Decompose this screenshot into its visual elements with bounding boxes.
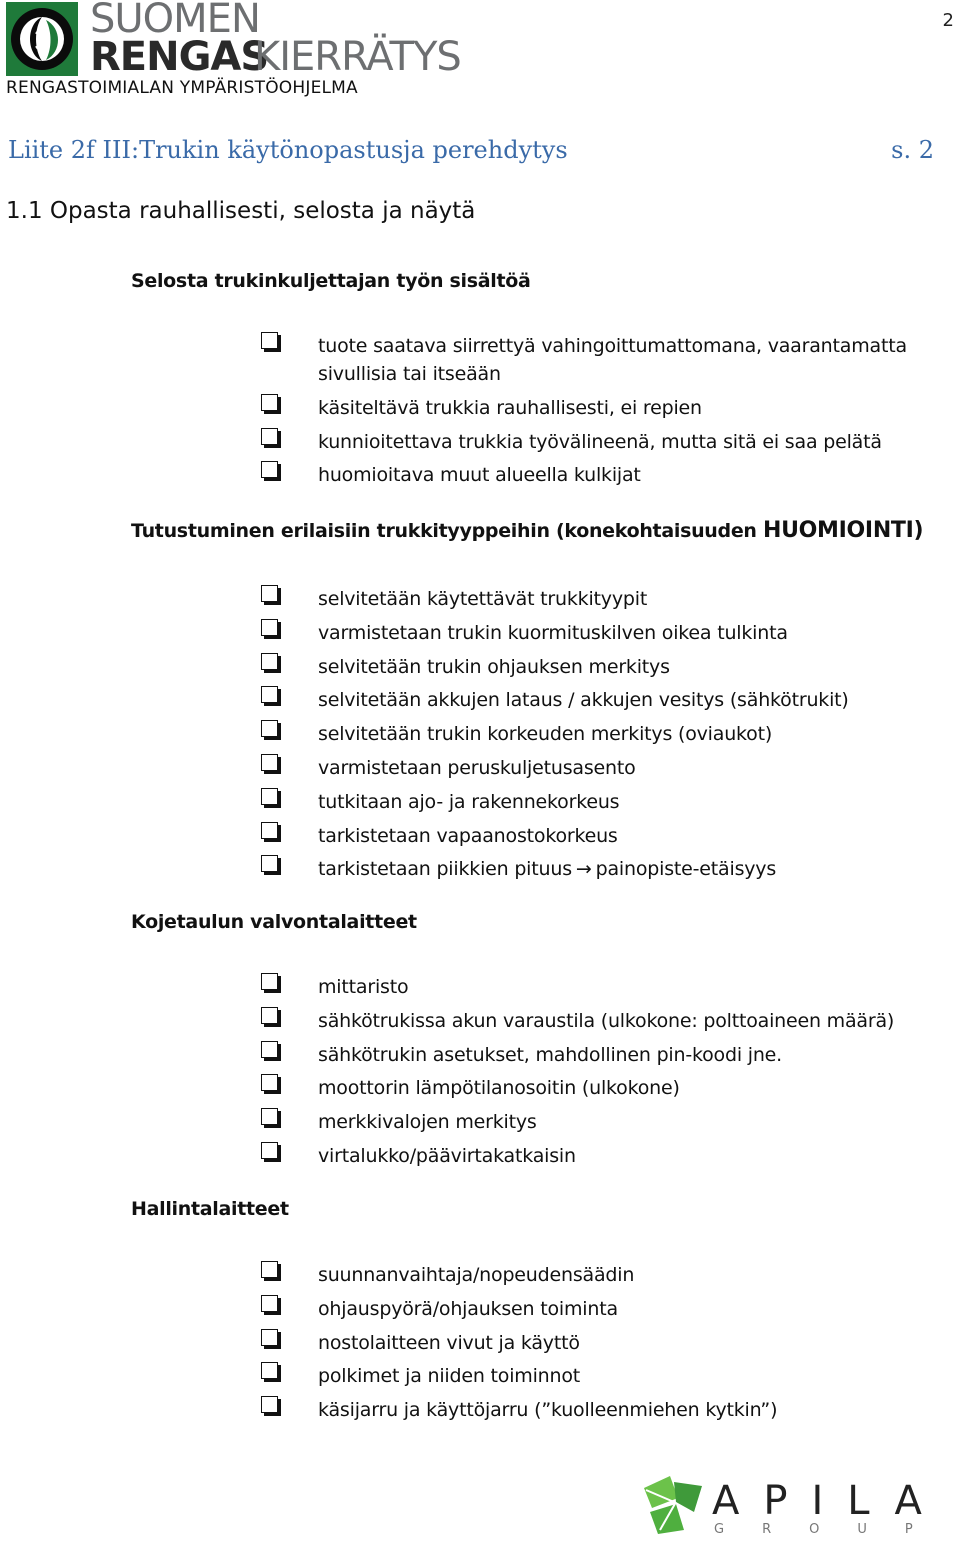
checkbox-icon[interactable] (261, 1362, 278, 1379)
checkbox-icon[interactable] (261, 585, 278, 602)
checkbox-icon[interactable] (261, 855, 278, 872)
list-item: tutkitaan ajo- ja rakennekorkeus (258, 788, 938, 816)
checkbox-icon[interactable] (261, 394, 278, 411)
list-item: varmistetaan peruskuljetusasento (258, 754, 938, 782)
list-item: nostolaitteen vivut ja käyttö (258, 1329, 938, 1357)
checkbox-icon[interactable] (261, 686, 278, 703)
group-heading-tyon-sisalto: Selosta trukinkuljettajan työn sisältöä (131, 270, 531, 292)
checkbox-icon[interactable] (261, 653, 278, 670)
title-text: Liite 2f III:Trukin käytönopastusja perehdytys (8, 136, 568, 164)
apila-wordmark: APILA (712, 1478, 946, 1524)
page-number: 2 (942, 10, 954, 31)
list-item: käsiteltävä trukkia rauhallisesti, ei repien (258, 394, 938, 422)
list-item: mittaristo (258, 973, 938, 1001)
list-item: ohjauspyörä/ohjauksen toiminta (258, 1295, 938, 1323)
list-item: selvitetään trukin korkeuden merkitys (oviaukot) (258, 720, 938, 748)
list-item: polkimet ja niiden toiminnot (258, 1362, 938, 1390)
checkbox-icon[interactable] (261, 822, 278, 839)
checkbox-icon[interactable] (261, 973, 278, 990)
suomen-rengaskierratys-logo (6, 2, 466, 102)
checkbox-icon[interactable] (261, 428, 278, 445)
list-item: varmistetaan trukin kuormituskilven oikea tulkinta (258, 619, 938, 647)
checkbox-icon[interactable] (261, 1041, 278, 1058)
list-item: kunnioitettava trukkia työvälineenä, mutta sitä ei saa pelätä (258, 428, 938, 456)
list-item: tarkistetaan vapaanostokorkeus (258, 822, 938, 850)
list-item: merkkivalojen merkitys (258, 1108, 938, 1136)
list-item: sähkötrukissa akun varaustila (ulkokone: polttoaineen määrä) (258, 1007, 938, 1035)
list-item: sähkötrukin asetukset, mahdollinen pin-koodi jne. (258, 1041, 938, 1069)
checkbox-icon[interactable] (261, 1329, 278, 1346)
checkbox-icon[interactable] (261, 1074, 278, 1091)
checklist-trukkityypit (258, 585, 938, 889)
checkbox-icon[interactable] (261, 720, 278, 737)
group-heading-hallintalaitteet: Hallintalaitteet (131, 1198, 289, 1220)
checklist-hallintalaitteet (258, 1261, 938, 1430)
logo-text-suomen: SUOMEN (90, 0, 260, 42)
apila-group-text: GROUP (714, 1522, 951, 1537)
tire-leaf-emblem (6, 2, 78, 76)
clover-leaf-icon (640, 1472, 708, 1536)
checkbox-icon[interactable] (261, 754, 278, 771)
checkbox-icon[interactable] (261, 619, 278, 636)
group-heading-trukkityypit: Tutustuminen erilaisiin trukkityyppeihin (konekohtaisuuden HUOMIOINTI) (131, 518, 924, 543)
list-item: suunnanvaihtaja/nopeudensäädin (258, 1261, 938, 1289)
checkbox-icon[interactable] (261, 1261, 278, 1278)
checkbox-icon[interactable] (261, 1295, 278, 1312)
title-page-reference: s. 2 (891, 136, 934, 164)
list-item: käsijarru ja käyttöjarru (”kuolleenmiehen kytkin”) (258, 1396, 938, 1424)
group-heading-kojetaulu: Kojetaulun valvontalaitteet (131, 911, 417, 933)
list-item: tuote saatava siirrettyä vahingoittumattomana, vaarantamatta sivullisia tai itseään (258, 332, 938, 388)
logo-text-rengas: RENGAS (90, 34, 269, 80)
logo-tagline: RENGASTOIMIALAN YMPÄRISTÖOHJELMA (6, 78, 358, 98)
list-item: huomioitava muut alueella kulkijat (258, 461, 938, 489)
list-item: moottorin lämpötilanosoitin (ulkokone) (258, 1074, 938, 1102)
checklist-tyon-sisalto (258, 332, 938, 495)
arrow-right-icon: → (575, 858, 592, 881)
checkbox-icon[interactable] (261, 461, 278, 478)
list-item: selvitetään käytettävät trukkityypit (258, 585, 938, 613)
apila-group-logo (640, 1472, 951, 1542)
list-item: virtalukko/päävirtakatkaisin (258, 1142, 938, 1170)
checkbox-icon[interactable] (261, 1396, 278, 1413)
checkbox-icon[interactable] (261, 332, 278, 349)
checklist-kojetaulu (258, 973, 938, 1176)
list-item: tarkistetaan piikkien pituus → painopiste-etäisyys (258, 855, 938, 883)
checkbox-icon[interactable] (261, 1142, 278, 1159)
section-heading: 1.1 Opasta rauhallisesti, selosta ja näytä (6, 198, 476, 224)
checkbox-icon[interactable] (261, 788, 278, 805)
checkbox-icon[interactable] (261, 1108, 278, 1125)
list-item: selvitetään akkujen lataus / akkujen vesitys (sähkötrukit) (258, 686, 938, 714)
logo-text-kierratys: KIERRÄTYS (254, 34, 461, 80)
document-title (8, 136, 934, 164)
list-item: selvitetään trukin ohjauksen merkitys (258, 653, 938, 681)
checkbox-icon[interactable] (261, 1007, 278, 1024)
